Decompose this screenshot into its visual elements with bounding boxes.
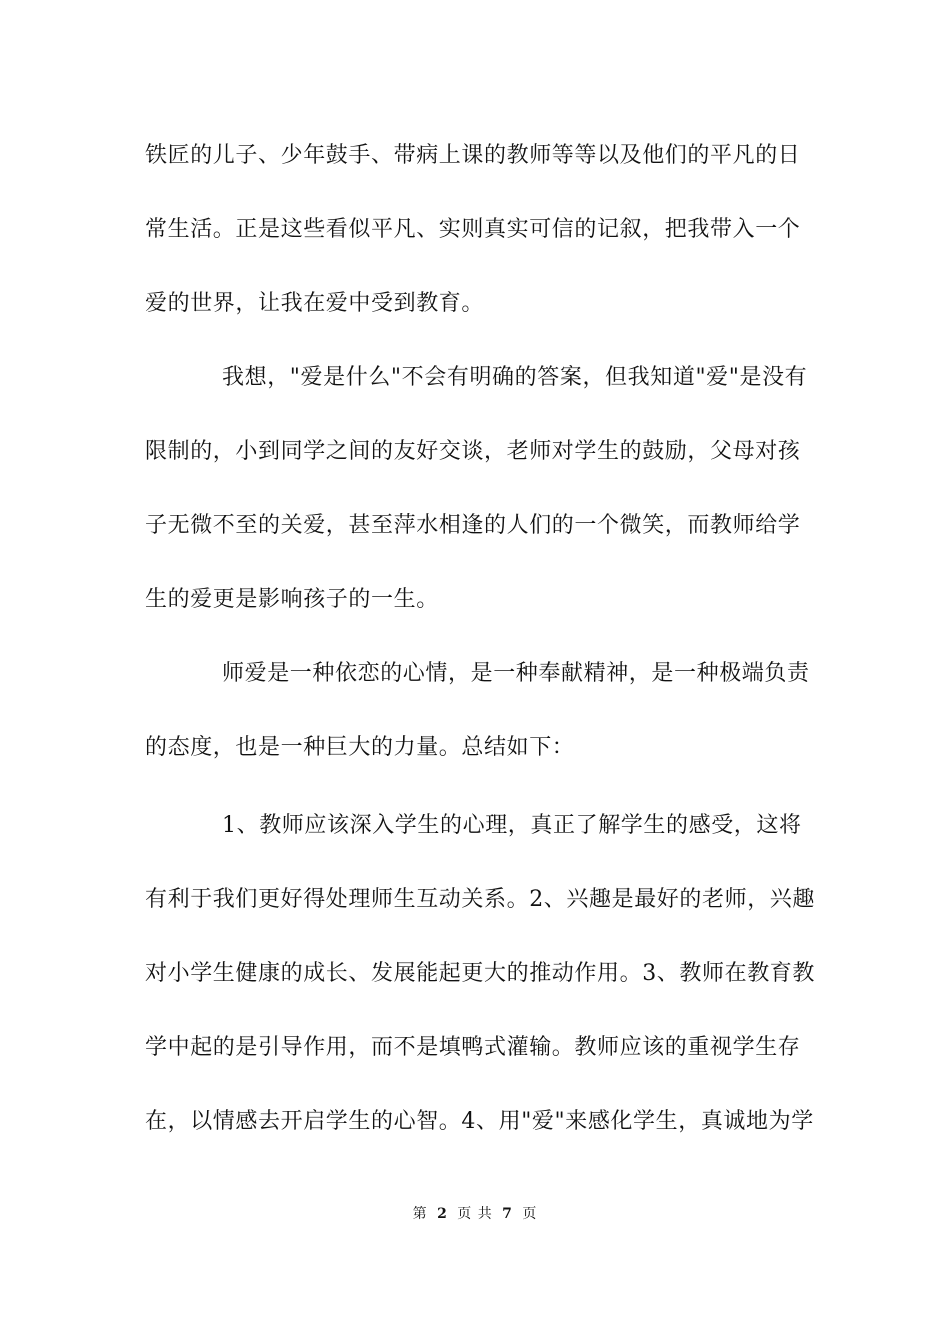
paragraph-first-line: 师爱是一种依恋的心情，是一种奉献精神，是一种极端负责 <box>222 661 810 686</box>
text-line: 铁匠的儿子、少年鼓手、带病上课的教师等等以及他们的平凡的日 <box>145 143 801 168</box>
text-line: 限制的，小到同学之间的友好交谈，老师对学生的鼓励，父母对孩 <box>145 439 801 464</box>
footer-suffix: 页 <box>522 1206 538 1222</box>
paragraph-first-line: 我想，"爱是什么"不会有明确的答案，但我知道"爱"是没有 <box>222 365 808 390</box>
footer-page-number: 2 <box>437 1206 448 1222</box>
text-line: 有利于我们更好得处理师生互动关系。2、兴趣是最好的老师，兴趣 <box>145 887 815 912</box>
text-line: 生的爱更是影响孩子的一生。 <box>145 587 439 612</box>
text-line: 的态度，也是一种巨大的力量。总结如下： <box>145 735 575 760</box>
text-line: 学中起的是引导作用，而不是填鸭式灌输。教师应该的重视学生存 <box>145 1035 801 1060</box>
text-line: 爱的世界，让我在爱中受到教育。 <box>145 291 485 316</box>
footer-total-pages: 7 <box>502 1206 513 1222</box>
footer-middle: 页 共 <box>457 1206 493 1222</box>
text-line: 子无微不至的关爱，甚至萍水相逢的人们的一个微笑，而教师给学 <box>145 513 801 538</box>
paragraph-first-line: 1、教师应该深入学生的心理，真正了解学生的感受，这将 <box>222 813 802 838</box>
text-line: 常生活。正是这些看似平凡、实则真实可信的记叙，把我带入一个 <box>145 217 801 242</box>
page-footer <box>0 1205 950 1223</box>
text-line: 对小学生健康的成长、发展能起更大的推动作用。3、教师在教育教 <box>145 961 815 986</box>
footer-prefix: 第 <box>412 1206 428 1222</box>
text-line: 在，以情感去开启学生的心智。4、用"爱"来感化学生，真诚地为学 <box>145 1109 814 1134</box>
